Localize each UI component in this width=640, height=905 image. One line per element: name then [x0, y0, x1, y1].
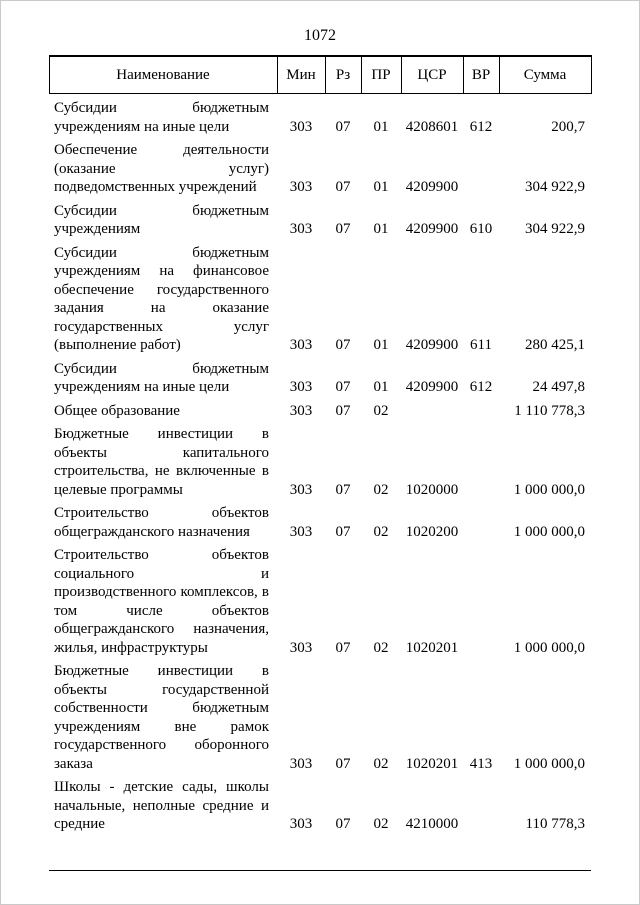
- cell-name: Субсидии бюджетным учреждениям на финансовое обеспечение государственного задания на оказание государственных услуг (выполнение работ): [54, 244, 269, 353]
- cell-csr: 4209900: [405, 221, 459, 237]
- cell-sum: 1 110 778,3: [514, 402, 585, 419]
- table-row: [49, 499, 591, 541]
- cell-name: Школы - детские сады, школы начальные, неполные средние и средние: [54, 779, 269, 832]
- table-row: [49, 94, 591, 137]
- cell-vr: [463, 397, 499, 421]
- cell-csr: 4210000: [405, 816, 459, 832]
- cell-min: 303: [289, 179, 313, 195]
- header-rz: Рз: [325, 56, 361, 94]
- table-header-row: [49, 56, 591, 94]
- cell-pr: 02: [373, 523, 389, 540]
- cell-csr: 4209900: [405, 179, 459, 195]
- cell-csr: 4209900: [405, 379, 459, 395]
- page-number: 1072: [304, 27, 336, 44]
- cell-sum: 1 000 000,0: [513, 639, 585, 656]
- cell-csr: 4209900: [405, 337, 459, 353]
- cell-vr: [463, 541, 499, 657]
- cell-csr: 1020000: [405, 481, 459, 498]
- cell-vr: [463, 773, 499, 834]
- cell-min: 303: [289, 523, 313, 540]
- cell-sum: 280 425,1: [525, 337, 585, 353]
- header-csr: ЦСР: [401, 56, 463, 94]
- cell-pr: 01: [373, 379, 389, 395]
- table-row: [49, 197, 591, 239]
- cell-sum: 24 497,8: [532, 379, 585, 395]
- cell-csr: [401, 397, 463, 421]
- cell-pr: 01: [373, 337, 389, 353]
- cell-vr: [463, 499, 499, 541]
- cell-vr: 610: [469, 221, 493, 237]
- cell-rz: 07: [335, 221, 351, 237]
- cell-pr: 02: [373, 481, 389, 498]
- cell-pr: 02: [373, 639, 389, 656]
- cell-pr: 01: [373, 221, 389, 237]
- cell-rz: 07: [335, 816, 351, 832]
- header-min: Мин: [277, 56, 325, 94]
- cell-min: 303: [289, 337, 313, 353]
- cell-min: 303: [289, 481, 313, 498]
- cell-min: 303: [289, 755, 313, 772]
- cell-csr: 1020200: [405, 523, 459, 540]
- table-row: [49, 239, 591, 355]
- table-bottom-border: [49, 870, 591, 871]
- cell-vr: 413: [469, 755, 493, 772]
- table-row: [49, 420, 591, 499]
- header-pr: ПР: [361, 56, 401, 94]
- cell-pr: 02: [373, 755, 389, 772]
- cell-name: Субсидии бюджетным учреждениям на иные цели: [54, 360, 269, 395]
- cell-rz: 07: [335, 402, 351, 419]
- cell-name: Строительство объектов социального и производственного комплексов, в том числе объектов общегражданского назначения, жилья, инфраструктуры: [54, 547, 269, 656]
- cell-rz: 07: [335, 337, 351, 353]
- cell-name: Бюджетные инвестиции в объекты государственной собственности бюджетным учреждениям вне рамок государственного оборонного заказа: [54, 663, 269, 772]
- cell-pr: 01: [373, 179, 389, 195]
- cell-name: Обеспечение деятельности (оказание услуг) подведомственных учреждений: [54, 142, 269, 195]
- cell-rz: 07: [335, 481, 351, 498]
- cell-pr: 01: [373, 118, 389, 135]
- cell-vr: 612: [469, 379, 493, 395]
- cell-sum: 304 922,9: [525, 221, 585, 237]
- cell-rz: 07: [335, 523, 351, 540]
- cell-sum: 1 000 000,0: [513, 755, 585, 772]
- cell-pr: 02: [373, 402, 389, 419]
- cell-min: 303: [289, 118, 313, 135]
- cell-min: 303: [289, 379, 313, 395]
- cell-vr: 611: [470, 337, 492, 353]
- cell-min: 303: [289, 816, 313, 832]
- header-name: Наименование: [49, 56, 277, 94]
- cell-rz: 07: [335, 379, 351, 395]
- table-row: [49, 136, 591, 197]
- cell-name: Субсидии бюджетным учреждениям: [54, 202, 269, 237]
- cell-min: 303: [289, 402, 313, 419]
- table-row: [49, 397, 591, 421]
- cell-rz: 07: [335, 755, 351, 772]
- table-body: [49, 94, 591, 834]
- header-vr: ВР: [463, 56, 499, 94]
- cell-min: 303: [289, 639, 313, 656]
- cell-min: 303: [289, 221, 313, 237]
- cell-name: Бюджетные инвестиции в объекты капитального строительства, не включенные в целевые программы: [54, 426, 269, 498]
- cell-sum: 1 000 000,0: [513, 481, 585, 498]
- cell-name: Общее образование: [54, 402, 180, 419]
- table-row: [49, 541, 591, 657]
- cell-vr: [463, 136, 499, 197]
- cell-rz: 07: [335, 118, 351, 135]
- cell-rz: 07: [335, 639, 351, 656]
- cell-vr: [463, 420, 499, 499]
- budget-table: [49, 55, 592, 834]
- cell-sum: 110 778,3: [525, 816, 585, 832]
- cell-pr: 02: [373, 816, 389, 832]
- table-row: [49, 657, 591, 773]
- cell-csr: 1020201: [405, 755, 459, 772]
- cell-sum: 304 922,9: [525, 179, 585, 195]
- header-sum: Сумма: [499, 56, 591, 94]
- cell-csr: 4208601: [405, 118, 459, 135]
- cell-name: Субсидии бюджетным учреждениям на иные цели: [54, 100, 269, 135]
- cell-csr: 1020201: [405, 639, 459, 656]
- cell-sum: 1 000 000,0: [513, 523, 585, 540]
- cell-vr: 612: [469, 118, 493, 135]
- cell-name: Строительство объектов общегражданского назначения: [54, 505, 269, 540]
- table-row: [49, 355, 591, 397]
- cell-sum: 200,7: [551, 118, 585, 135]
- table-row: [49, 773, 591, 834]
- cell-rz: 07: [335, 179, 351, 195]
